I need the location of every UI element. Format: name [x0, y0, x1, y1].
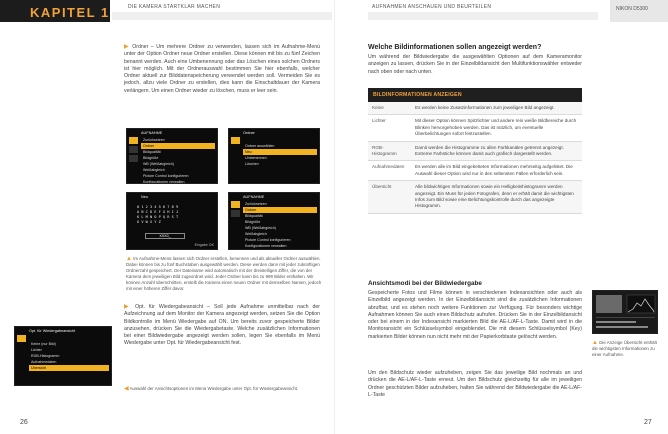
- left-caption-1-text: Im Aufnahme-Menü lassen sich Ordner erstellen, benennen und als aktueller Ordner auswählen. Dabei können bis zu fünf Buchstaben ausgewählt werden. Diese werden dann mit jeder zukünftigen Ordnerzahl gespeichert. Der Dateiname wird automatisch mit der dreistelligen Ziffer, die von der Kamera dem jeweiligen Bild zugeordnet wird. Jeder Ordner kann bis zu 999 Bilder enthalten. Wir können Anzahl überschritten, erstellt die Kamera einen neuen Ordner mit demselben Namen, jedoch mit einer höheren Ziffer davor.: [126, 256, 322, 291]
- camera-icon: [129, 146, 138, 153]
- table-key: Aufnahmedaten: [372, 164, 405, 170]
- menu-row-selected: Übersicht: [29, 365, 109, 371]
- left-caption-1: [126, 256, 322, 292]
- table-value: Damit werden die Histogramme zu allen Farbkanälen getrennt angezeigt. Extreme Farbstiche können damit auch grafisch dargestellt werden.: [415, 144, 564, 157]
- menu-row: WB (Weißabgleich): [245, 226, 276, 230]
- character-keyboard: [137, 205, 178, 225]
- table-value: Mit dieser Option können Spitzlichter und andere rein weiße Bildbereiche durch Blinken hervorgehoben werden. Das ist nützlich, um eventuelle Überbelichtungen sofort festzustellen.: [415, 118, 577, 137]
- menu-row: Löschen: [245, 162, 259, 166]
- camera-icon: [231, 210, 240, 217]
- left-paragraph-1-text: Ordner – Um mehrere Ordner zu verwenden, lassen sich im Aufnahme-Menü unter der Option Ordner neue Ordner erstellen. Diese können mit bis zu fünf Zeichen benannt werden. Auch eine Umbenennung oder das Löschen eines solchen Ordners ist hier möglich. Mit der Ordnerauswahl bestimmen Sie hier ebenfalls, welcher Ordner aktuell zur Bilddatenspeicherung verwendet werden soll. Vermeiden Sie es jedoch, allzu viele Ordner zu erstellen, dies kann die Einschaltdauer der Kamera verlängern. Um einen Ordner wieder zu löschen, muss er leer sein.: [124, 44, 320, 94]
- table-value: Es werden keine Zusatzinformationen zum jeweiligen Bild angezeigt.: [415, 105, 555, 110]
- table-key: RGB-Histogramm: [372, 144, 397, 157]
- right-caption: [592, 340, 658, 358]
- arrow-icon: ▶: [124, 44, 130, 50]
- keyboard-row: 0 1 2 3 4 5 6 7 8 9: [137, 205, 179, 209]
- shooting-menu-icon: [231, 201, 240, 208]
- menu-row: Bildgröße: [143, 156, 159, 160]
- camera-screen-keyboard: [126, 192, 218, 250]
- screen-title: Opt. für Wiedergabeansicht: [29, 329, 76, 333]
- menu-row: Bildqualität: [245, 214, 263, 218]
- menu-row: Zurücksetzen: [143, 138, 165, 142]
- side-tab: NIKON D5300: [610, 0, 668, 22]
- table-key: Übersicht: [372, 184, 392, 190]
- table-row: [368, 142, 582, 162]
- divider-line: [596, 317, 655, 318]
- menu-row: Umbenennen: [245, 156, 267, 160]
- arrow-icon: ◀: [124, 386, 129, 392]
- menu-row: WB (Weißabgleich): [143, 162, 174, 166]
- camera-screen-ordner-menu: [228, 128, 320, 184]
- keyboard-row: U V W X Y Z: [137, 220, 161, 224]
- table-row: [368, 102, 582, 115]
- menu-row-selected: Neu: [243, 149, 317, 155]
- wrench-icon: [129, 155, 138, 162]
- table-row: [368, 161, 582, 181]
- right-caption-text: Die Anzeige Übersicht enthält die wichtigsten Informationen zu einer Aufnahme.: [592, 340, 657, 357]
- right-header-bar: [368, 12, 598, 20]
- left-caption-2: [124, 386, 320, 392]
- section-heading-2: Ansichtsmodi bei der Bildwiedergabe: [368, 280, 482, 287]
- menu-row: Zurücksetzen: [245, 202, 267, 206]
- menu-row-selected: Ordner: [243, 207, 317, 213]
- table-title: BILDINFORMATIONEN ANZEIGEN: [368, 88, 582, 102]
- thumbnail-image: [596, 295, 622, 313]
- info-table: [368, 88, 582, 214]
- menu-row: Lichter: [31, 348, 42, 352]
- overview-display-photo: [592, 290, 658, 334]
- screen-footer: Eingabe OK: [194, 243, 214, 247]
- camera-screen-playback-options: [14, 326, 112, 386]
- table-key: Lichter: [372, 118, 386, 124]
- shooting-menu-icon: [129, 137, 138, 144]
- right-paragraph-2: Um den Bildschutz wieder aufzuheben, zeigen Sie das jeweilige Bild nochmals an und drücken die AE-L/AF-L-Taste erneut. Um den Bildschutz gleichzeitig für alle im jeweiligen Ordner geschützten Bilder aufzuheben, halten Sie während der Bildwiedergabe die AE-L/AF-L-Taste: [368, 370, 582, 398]
- screen-title: AUFNAHME: [141, 131, 163, 135]
- menu-row: Weißabgleich: [143, 168, 165, 172]
- menu-row: Aufnahmedaten: [31, 360, 57, 364]
- menu-row: Bildgröße: [245, 220, 261, 224]
- keyboard-row: K L M N O P Q R S T: [137, 215, 179, 219]
- playback-menu-icon: [17, 335, 26, 342]
- camera-screen-aufnahme-menu: [126, 128, 218, 184]
- table-key: Keine: [372, 105, 384, 110]
- arrow-icon: ▲: [592, 340, 598, 346]
- folder-name-entry: XXX0_: [145, 233, 185, 239]
- page-gutter: [334, 0, 335, 434]
- shooting-menu-icon: [231, 137, 240, 144]
- menu-row: Ordner auswählen: [245, 144, 275, 148]
- right-running-header: AUFNAHMEN ANSCHAUEN UND BEURTEILEN: [372, 4, 492, 10]
- left-header-bar: [112, 12, 332, 20]
- screen-title: Ordner: [243, 131, 255, 135]
- info-line: [596, 326, 648, 328]
- arrow-icon: ▶: [124, 304, 132, 310]
- chapter-label: KAPITEL 1: [0, 0, 110, 22]
- screen-title: Neu: [141, 195, 148, 199]
- menu-row: Konfigurationen verwalten: [245, 244, 287, 248]
- left-paragraph-1: [124, 44, 320, 95]
- camera-screen-aufnahme-menu-2: [228, 192, 320, 250]
- keyboard-row: A B C D E F G H I J: [137, 210, 179, 214]
- left-paragraph-2-text: Opt. für Wiedergabeansicht – Soll jede Aufnahme unmittelbar nach der Aufzeichnung auf dem Monitor der Kamera angezeigt werden, setzen Sie die Option Bildkontrolle im Menü Wiedergabe auf ON. Um bereits zuvor gespeicherte Bilder anzusehen, drücken Sie die Wiedergabetaste. Welche zusätzlichen Informationen bei einer Bildwiedergabe angezeigt werden sollen, legen Sie ebenfalls im Menü Wiedergabe unter Opt. für Wiedergabeansicht fest.: [124, 304, 320, 347]
- table-row: [368, 115, 582, 141]
- left-caption-2-text: Auswahl der Ansichtsoptionen im Menü Wiedergabe unter Opt. für Wiedergabeansicht.: [129, 386, 299, 391]
- menu-row: Bildqualität: [143, 150, 161, 154]
- screen-title: AUFNAHME: [243, 195, 265, 199]
- table-value: Alle bildwichtigen Informationen sowie ein Helligkeitshistogramm werden angezeigt. Ein Muss für jeden Fotografen, denn er erhält damit die wichtigsten Infos zum Bild sowie eine Belichtungskontrolle durch das angezeigte Histogramm.: [415, 184, 574, 209]
- menu-row: Picture Control konfigurieren: [143, 174, 189, 178]
- menu-row: Keine (nur Bild): [31, 342, 56, 346]
- arrow-icon: ▲: [126, 256, 132, 262]
- menu-row: Picture Control konfigurieren: [245, 238, 291, 242]
- page-number-left: 26: [20, 419, 28, 426]
- overview-display-graphic: [593, 291, 658, 334]
- menu-row: RGB-Histogramm: [31, 354, 60, 358]
- page-number-right: 27: [644, 419, 652, 426]
- menu-row-selected: Ordner: [141, 143, 215, 149]
- table-row: [368, 181, 582, 214]
- table-value: Es werden alle im Bild eingebetteten Informationen mehrseitig aufgelistet. Die Auswahl dieser Option wird nur in den seltensten Fällen erforderlich sein.: [415, 164, 573, 176]
- left-running-header: DIE KAMERA STARTKLAR MACHEN: [128, 4, 221, 10]
- menu-row: Konfigurationen verwalten: [143, 180, 185, 184]
- info-line: [596, 321, 636, 323]
- left-paragraph-2: [124, 304, 320, 348]
- right-paragraph-1: Gespeicherte Fotos und Filme können in verschiedenen Indexansichten oder auch als Einzelbild angezeigt werden. In der Einzelbildansicht sind die zusätzlichen Informationen abrufbar, und es stehen noch weitere Funktionen zur Verfügung. Für besonders wichtige Aufnahmen können Sie auch einen Bildschutz aufrufen. Drücken Sie in der Einzelbildansicht oder bei einem in der Indexansicht markierten Bild die AE-L/AF-L-Taste. Damit wird in die Monitoransicht ein Schlüsselsymbol eingeblendet. Die mit diesem Schlüsselsymbol (Key) markierten Bilder können nun nicht mehr mit der Papierkorbtaste gelöscht werden.: [368, 290, 582, 340]
- right-intro: Um während der Bildwiedergabe die ausgewählten Optionen auf dem Kameramonitor anzeigen zu lassen, drücken Sie in der Einzelbildansicht den Multifunktionswähler entweder nach oben oder nach unten.: [368, 54, 582, 75]
- section-heading-1: Welche Bildinformationen sollen angezeigt werden?: [368, 44, 542, 51]
- menu-row: Weißabgleich: [245, 232, 267, 236]
